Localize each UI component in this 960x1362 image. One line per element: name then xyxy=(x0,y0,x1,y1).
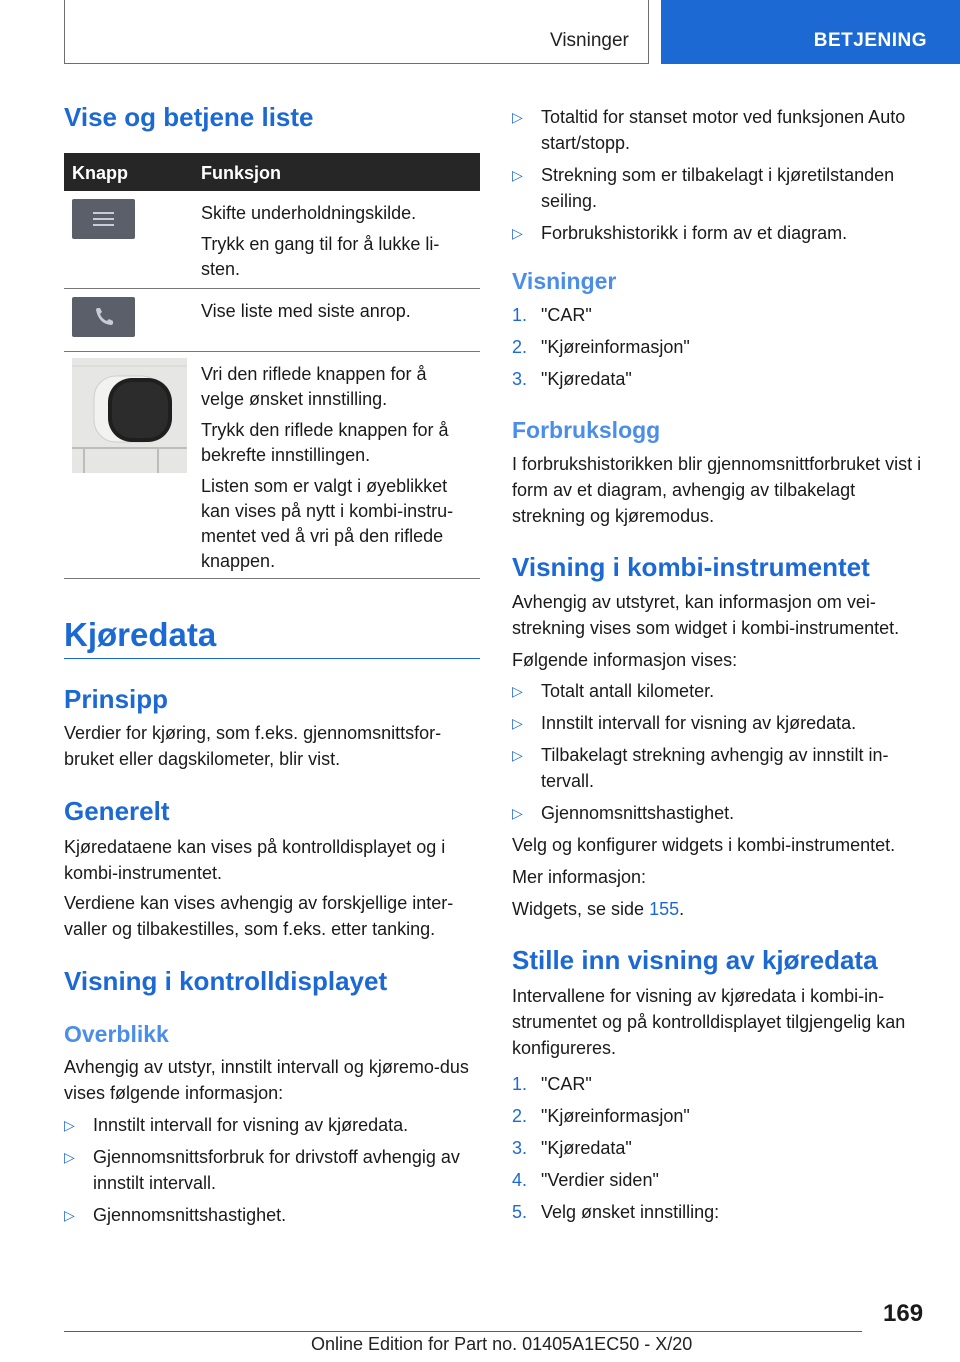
prinsipp-text: Verdier for kjøring, som f.eks. gjennomsnittsfor-bruket eller dagskilometer, blir vist. xyxy=(64,723,442,769)
step-number: 1. xyxy=(512,305,528,325)
step-number: 2. xyxy=(512,337,528,357)
header-divider-right xyxy=(648,0,649,64)
row-function-text: Skifte underholdningskilde. Trykk en gang til for å lukke li-sten. xyxy=(201,203,440,279)
list-item: 2. "Kjøreinformasjon" xyxy=(512,334,928,360)
list-item: ▷ Gjennomsnittsforbruk for drivstoff avhengig av innstilt intervall. xyxy=(64,1144,480,1196)
kombi-reference: Widgets, se side 155. xyxy=(512,899,685,919)
step-number: 3. xyxy=(512,1138,528,1158)
step-number: 4. xyxy=(512,1170,528,1190)
overblikk-text: Avhengig av utstyr, innstilt intervall og kjøremo-dus vises følgende informasjon: xyxy=(64,1057,469,1103)
list-icon xyxy=(72,199,135,239)
list-item: ▷ Totalt antall kilometer. xyxy=(512,678,928,704)
list-item: ▷ Gjennomsnittshastighet. xyxy=(64,1202,480,1228)
list-item: 2. "Kjøreinformasjon" xyxy=(512,1103,928,1129)
triangle-bullet-icon: ▷ xyxy=(512,715,523,731)
list-item: 4. "Verdier siden" xyxy=(512,1167,928,1193)
forbrukslogg-text: I forbrukshistorikken blir gjennomsnittforbruket vist i form av et diagram, avhengig av tilbakelagt strekning og kjøremodus. xyxy=(512,454,922,526)
list-item: 3. "Kjøredata" xyxy=(512,1135,928,1161)
list-item: ▷ Tilbakelagt strekning avhengig av innstilt in-tervall. xyxy=(512,742,928,794)
table-section-title: Vise og betjene liste xyxy=(64,102,314,132)
button-function-table xyxy=(64,153,480,579)
triangle-bullet-icon: ▷ xyxy=(64,1149,75,1165)
list-item: ▷ Gjennomsnittshastighet. xyxy=(512,800,928,826)
chapter-tab[interactable] xyxy=(661,0,960,64)
step-number: 1. xyxy=(512,1074,528,1094)
phone-icon xyxy=(72,297,135,337)
list-item: 1. "CAR" xyxy=(512,1071,928,1097)
kombi-text-3: Velg og konfigurer widgets i kombi-instrumentet. xyxy=(512,835,896,855)
column-header-knapp: Knapp xyxy=(72,163,128,183)
list-item: 3. "Kjøredata" xyxy=(512,366,928,392)
list-item: 1. "CAR" xyxy=(512,302,928,328)
visninger-steps xyxy=(512,302,928,398)
kombi-text-4: Mer informasjon: xyxy=(512,867,647,887)
triangle-bullet-icon: ▷ xyxy=(512,225,523,241)
list-item: ▷ Forbrukshistorikk i form av et diagram. xyxy=(512,220,928,246)
stille-heading: Stille inn visning av kjøredata xyxy=(512,945,878,975)
heading-rule xyxy=(64,658,480,659)
triangle-bullet-icon: ▷ xyxy=(512,167,523,183)
column-header-funksjon: Funksjon xyxy=(201,163,281,183)
kombi-text-2: Følgende informasjon vises: xyxy=(512,650,738,670)
prinsipp-heading: Prinsipp xyxy=(64,684,169,714)
page-number: 169 xyxy=(883,1300,924,1327)
stille-text: Intervallene for visning av kjøredata i kombi-in-strumentet og på kontrolldisplayet tilgjengelig kan konfigureres. xyxy=(512,986,906,1058)
table-row xyxy=(64,352,480,579)
forbrukslogg-heading: Forbrukslogg xyxy=(512,417,661,443)
top-list xyxy=(512,104,928,252)
table-row xyxy=(64,191,480,289)
list-item: 5. Velg ønsket innstilling: xyxy=(512,1199,928,1225)
step-number: 3. xyxy=(512,369,528,389)
generelt-text-2: Verdiene kan vises avhengig av forskjellige inter-valler og tilbakestilles, som f.eks. etter tanking. xyxy=(64,893,454,939)
kombi-heading: Visning i kombi-instrumentet xyxy=(512,552,870,582)
row-function-text: Vri den riflede knappen for å velge ønsket innstilling. Trykk den riflede knappen for å bekrefte innstillingen. Listen som er valgt i øyeblikket kan vises på nytt i kombi-instru-mentet ved å vri på den riflede knappen. xyxy=(201,364,454,571)
stille-steps xyxy=(512,1071,928,1231)
list-item: ▷ Innstilt intervall for visning av kjøredata. xyxy=(512,710,928,736)
header-section-label: Visninger xyxy=(550,30,629,51)
triangle-bullet-icon: ▷ xyxy=(512,805,523,821)
page-reference-link[interactable]: 155 xyxy=(649,899,680,919)
generelt-text-1: Kjøredataene kan vises på kontrolldisplayet og i kombi-instrumentet. xyxy=(64,837,446,883)
overblikk-list xyxy=(64,1112,480,1234)
footer-rule xyxy=(64,1331,862,1332)
kombi-list xyxy=(512,678,928,832)
header-divider-left xyxy=(64,0,65,64)
visninger-heading: Visninger xyxy=(512,268,617,294)
triangle-bullet-icon: ▷ xyxy=(64,1117,75,1133)
list-item: ▷ Innstilt intervall for visning av kjøredata. xyxy=(64,1112,480,1138)
triangle-bullet-icon: ▷ xyxy=(512,683,523,699)
kontrolldisplay-heading: Visning i kontrolldisplayet xyxy=(64,966,388,996)
triangle-bullet-icon: ▷ xyxy=(512,109,523,125)
triangle-bullet-icon: ▷ xyxy=(64,1207,75,1223)
kombi-text-1: Avhengig av utstyret, kan informasjon om vei-strekning vises som widget i kombi-instrumentet. xyxy=(512,592,900,638)
header-underline xyxy=(64,63,649,64)
step-number: 5. xyxy=(512,1202,528,1222)
kjoredata-heading: Kjøredata xyxy=(64,616,217,653)
chapter-tab-label: BETJENING xyxy=(813,30,927,51)
table-header xyxy=(64,153,480,191)
row-function-text: Vise liste med siste anrop. xyxy=(201,301,411,321)
triangle-bullet-icon: ▷ xyxy=(512,747,523,763)
list-item: ▷ Strekning som er tilbakelagt i kjøretilstanden seiling. xyxy=(512,162,928,214)
step-number: 2. xyxy=(512,1106,528,1126)
footer-edition: Online Edition for Part no. 01405A1EC50 - X/20 xyxy=(311,1334,693,1354)
overblikk-heading: Overblikk xyxy=(64,1021,169,1047)
list-item: ▷ Totaltid for stanset motor ved funksjonen Auto start/stopp. xyxy=(512,104,928,156)
generelt-heading: Generelt xyxy=(64,796,170,826)
table-row xyxy=(64,289,480,352)
controller-knob-icon xyxy=(72,358,187,473)
